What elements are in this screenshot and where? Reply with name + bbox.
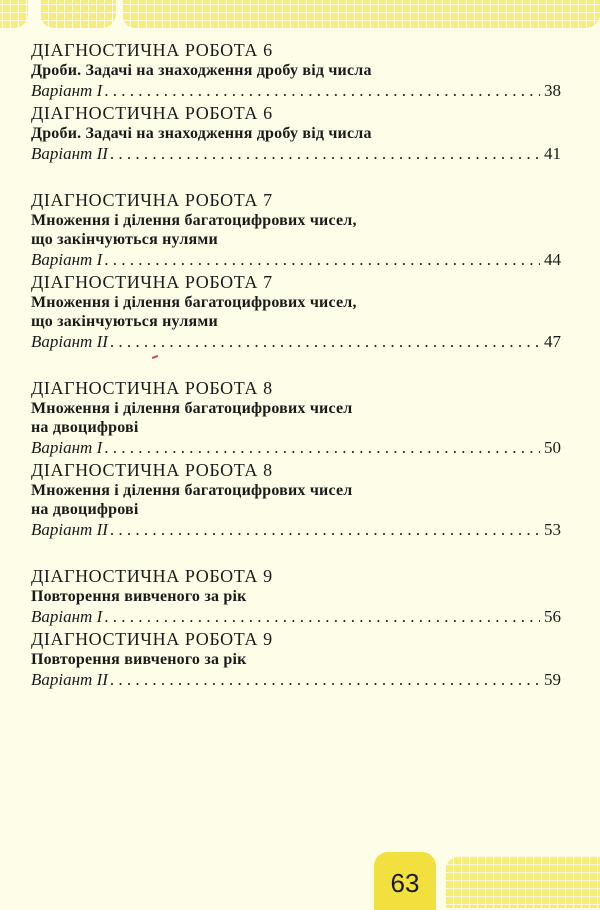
dot-leader: [104, 437, 540, 458]
top-decor-tab-middle: [40, 0, 116, 28]
entry-heading: ДІАГНОСТИЧНА РОБОТА 8: [31, 378, 273, 398]
entry-subtitle: Множення і ділення багатоцифрових чисел: [31, 482, 353, 499]
variant-label: Варіант II: [31, 144, 108, 163]
dot-leader: [110, 669, 540, 690]
dot-leader: [110, 331, 540, 352]
footer-page-number: 63: [390, 867, 420, 898]
dot-leader: [110, 519, 540, 540]
toc-entry-dr8-v1: [31, 378, 561, 458]
entry-subtitle: Дроби. Задачі на знаходження дробу від числа: [31, 125, 372, 142]
dot-leader: [104, 606, 540, 627]
entry-heading: ДІАГНОСТИЧНА РОБОТА 6: [31, 40, 273, 60]
entry-subtitle: Повторення вивченого за рік: [31, 588, 247, 605]
entry-subtitle: Множення і ділення багатоцифрових чисел,: [31, 212, 357, 229]
entry-variant-row: [31, 249, 561, 270]
top-decor-tab-left: [0, 0, 28, 28]
variant-label: Варіант II: [31, 520, 108, 539]
page-number: 41: [544, 144, 561, 163]
entry-subtitle: Дроби. Задачі на знаходження дробу від числа: [31, 62, 372, 79]
entry-subtitle-line2: на двоцифрові: [31, 501, 139, 518]
variant-label: Варіант II: [31, 670, 108, 689]
page-number: 47: [544, 332, 561, 351]
dot-leader: [104, 249, 540, 270]
entry-variant-row: [31, 437, 561, 458]
entry-variant-row: [31, 143, 561, 164]
entry-variant-row: [31, 669, 561, 690]
page-number: 50: [544, 438, 561, 457]
variant-label: Варіант I: [31, 250, 103, 269]
toc-entry-dr9-v1: [31, 566, 561, 627]
entry-heading: ДІАГНОСТИЧНА РОБОТА 7: [31, 272, 273, 292]
entry-variant-row: [31, 519, 561, 540]
entry-subtitle-line2: на двоцифрові: [31, 419, 139, 436]
entry-heading: ДІАГНОСТИЧНА РОБОТА 9: [31, 629, 273, 649]
entry-variant-row: [31, 80, 561, 101]
variant-label: Варіант I: [31, 438, 103, 457]
toc-entry-dr7-v2: [31, 272, 561, 352]
entry-subtitle: Множення і ділення багатоцифрових чисел: [31, 400, 353, 417]
entry-heading: ДІАГНОСТИЧНА РОБОТА 6: [31, 103, 273, 123]
entry-subtitle: Повторення вивченого за рік: [31, 651, 247, 668]
entry-heading: ДІАГНОСТИЧНА РОБОТА 9: [31, 566, 273, 586]
entry-heading: ДІАГНОСТИЧНА РОБОТА 8: [31, 460, 273, 480]
entry-heading: ДІАГНОСТИЧНА РОБОТА 7: [31, 190, 273, 210]
page-number-badge: [374, 852, 436, 910]
entry-variant-row: [31, 331, 561, 352]
entry-subtitle: Множення і ділення багатоцифрових чисел,: [31, 294, 357, 311]
page-number: 44: [544, 250, 561, 269]
toc-entry-dr6-v2: [31, 103, 561, 164]
page-number: 59: [544, 670, 561, 689]
variant-label: Варіант I: [31, 607, 103, 626]
variant-label: Варіант I: [31, 81, 103, 100]
page-number: 53: [544, 520, 561, 539]
entry-variant-row: [31, 606, 561, 627]
table-of-contents: [31, 40, 561, 692]
toc-entry-dr9-v2: [31, 629, 561, 690]
toc-entry-dr8-v2: [31, 460, 561, 540]
page-number: 38: [544, 81, 561, 100]
entry-subtitle-line2: що закінчуються нулями: [31, 313, 218, 330]
page-number: 56: [544, 607, 561, 626]
top-decor-tab-right: [122, 0, 600, 28]
toc-entry-dr7-v1: [31, 190, 561, 270]
dot-leader: [104, 80, 540, 101]
entry-subtitle-line2: що закінчуються нулями: [31, 231, 218, 248]
bottom-decor-bar: [445, 856, 600, 908]
dot-leader: [110, 143, 540, 164]
variant-label: Варіант II: [31, 332, 108, 351]
toc-entry-dr6-v1: [31, 40, 561, 101]
